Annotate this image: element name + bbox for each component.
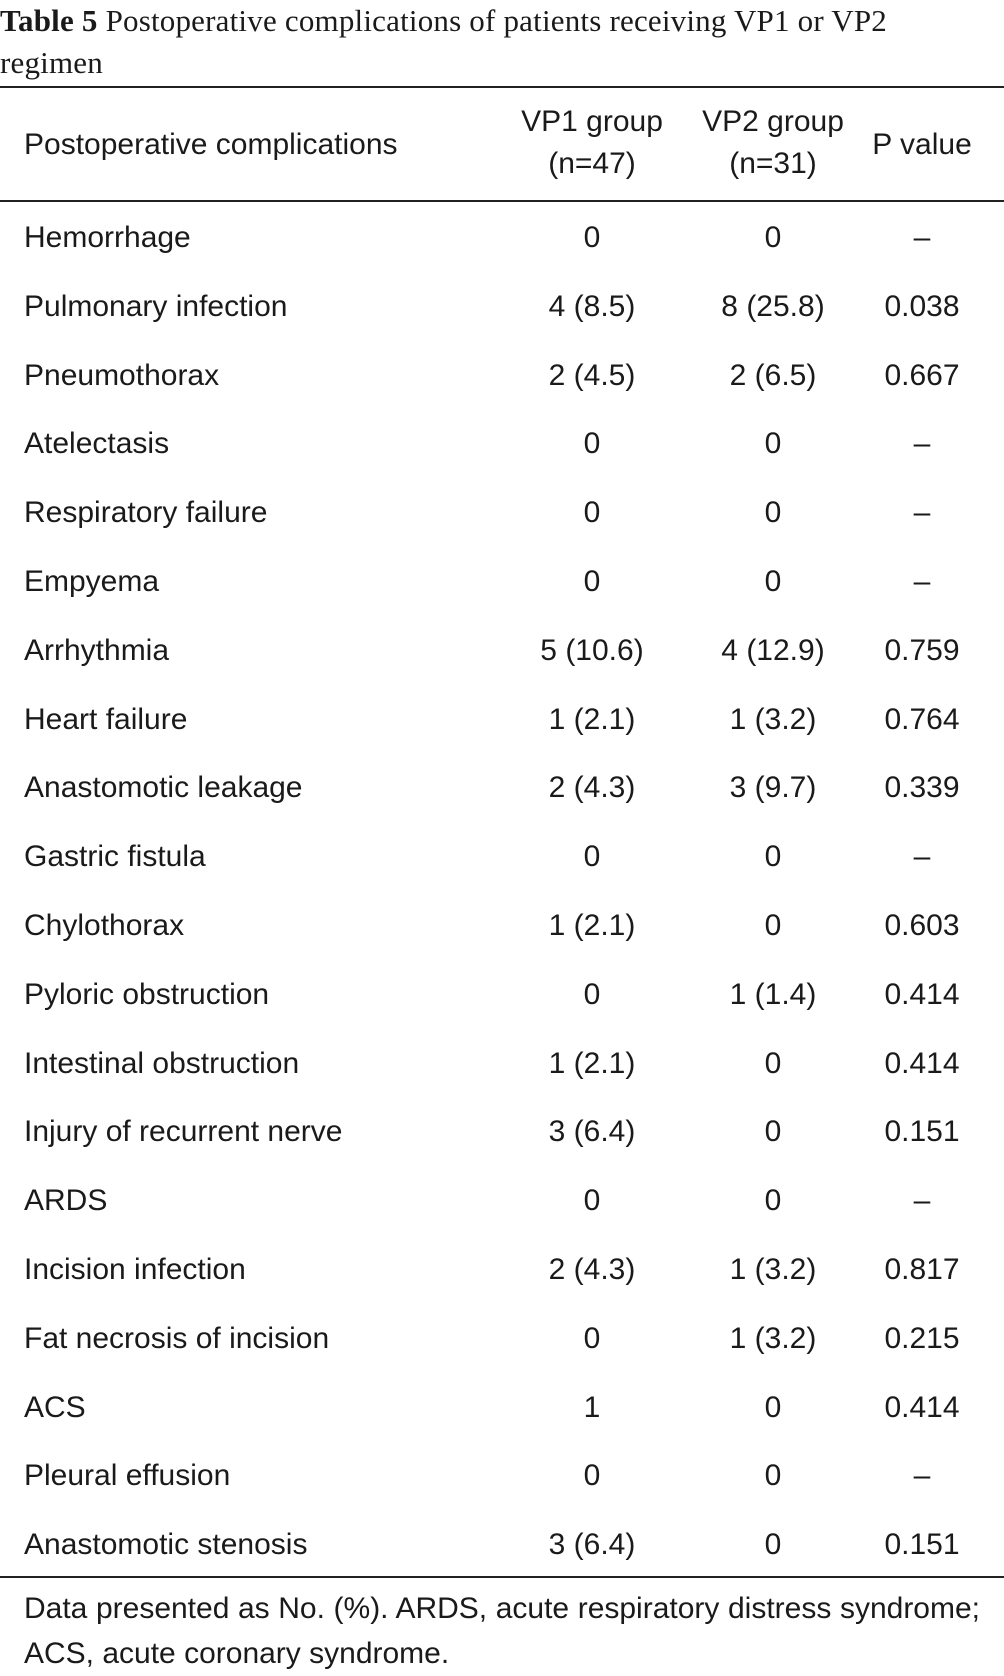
cell-vp2: 4 (12.9) xyxy=(721,633,825,667)
cell-complication: Atelectasis xyxy=(24,427,170,461)
cell-vp1: 0 xyxy=(583,565,601,598)
cell-complication: Pneumothorax xyxy=(24,358,220,392)
cell-p-value: 0.339 xyxy=(884,771,960,805)
cell-complication: Pleural effusion xyxy=(24,1459,231,1493)
cell-vp2: 1 (3.2) xyxy=(729,1321,817,1355)
table-row xyxy=(0,1373,1004,1442)
cell-p-value: 0.038 xyxy=(884,289,960,323)
cell-vp1: 1 (2.1) xyxy=(548,909,636,942)
cell-vp1: 0 xyxy=(583,977,601,1011)
cell-complication: Pyloric obstruction xyxy=(24,977,270,1011)
cell-vp2: 0 xyxy=(764,1115,782,1149)
header-vp2-count: (n=31) xyxy=(729,147,817,180)
cell-complication: Intestinal obstruction xyxy=(24,1046,300,1080)
table-row xyxy=(0,685,1004,754)
cell-vp1: 0 xyxy=(583,221,601,254)
cell-p-value: – xyxy=(913,221,931,254)
cell-p-value: 0.759 xyxy=(884,633,960,667)
cell-complication: Respiratory failure xyxy=(24,496,268,530)
cell-vp2: 0 xyxy=(764,565,782,598)
cell-p-value: 0.151 xyxy=(884,1115,960,1149)
cell-p-value: 0.414 xyxy=(884,1046,960,1080)
table-row xyxy=(0,616,1004,685)
table-bottom-rule xyxy=(0,1576,1004,1578)
cell-vp1: 3 (6.4) xyxy=(548,1528,636,1562)
cell-vp1: 0 xyxy=(583,496,601,530)
table-row xyxy=(0,822,1004,891)
cell-vp1: 0 xyxy=(583,840,601,874)
header-vp1-count: (n=47) xyxy=(548,147,636,180)
header-vp1-group xyxy=(502,101,682,185)
table-row xyxy=(0,547,1004,616)
cell-vp2: 1 (1.4) xyxy=(729,977,817,1011)
cell-vp2: 8 (25.8) xyxy=(721,289,825,323)
header-complications: Postoperative complications xyxy=(24,128,398,161)
cell-vp2: 0 xyxy=(764,909,782,942)
table-caption-text: Postoperative complications of patients receiving VP1 or VP2 regimen xyxy=(0,3,887,80)
cell-complication: ACS xyxy=(24,1390,86,1424)
cell-vp2: 0 xyxy=(764,840,782,874)
cell-vp2: 0 xyxy=(764,1459,782,1493)
table-row xyxy=(0,341,1004,410)
cell-p-value: – xyxy=(913,427,931,461)
cell-vp2: 2 (6.5) xyxy=(729,358,817,392)
table-row xyxy=(0,1166,1004,1235)
cell-vp1: 0 xyxy=(583,1321,601,1355)
cell-vp1: 1 (2.1) xyxy=(548,1046,636,1080)
table-top-rule xyxy=(0,86,1004,88)
cell-vp2: 0 xyxy=(764,1184,782,1218)
cell-complication: Anastomotic stenosis xyxy=(24,1528,308,1562)
cell-p-value: 0.414 xyxy=(884,1390,960,1424)
cell-complication: Hemorrhage xyxy=(24,221,191,254)
cell-vp1: 0 xyxy=(583,1184,601,1218)
cell-p-value: 0.817 xyxy=(884,1253,960,1286)
table-row xyxy=(0,1235,1004,1304)
cell-vp1: 0 xyxy=(583,1459,601,1493)
cell-complication: Heart failure xyxy=(24,702,188,736)
cell-complication: Gastric fistula xyxy=(24,840,206,874)
cell-p-value: – xyxy=(913,1184,931,1218)
cell-p-value: 0.667 xyxy=(884,358,960,392)
cell-p-value: 0.215 xyxy=(884,1321,960,1355)
cell-p-value: – xyxy=(913,840,931,874)
table-caption xyxy=(0,0,985,84)
cell-vp1: 2 (4.5) xyxy=(548,358,636,392)
cell-vp2: 1 (3.2) xyxy=(729,1253,817,1286)
table-row xyxy=(0,1097,1004,1166)
cell-complication: Incision infection xyxy=(24,1253,246,1286)
cell-vp1: 1 xyxy=(583,1390,601,1424)
cell-p-value: 0.603 xyxy=(884,909,960,942)
table-row xyxy=(0,960,1004,1029)
cell-vp2: 0 xyxy=(764,1528,782,1562)
cell-p-value: – xyxy=(913,1459,931,1493)
cell-complication: Injury of recurrent nerve xyxy=(24,1115,343,1149)
table-row xyxy=(0,409,1004,478)
table-header-rule xyxy=(0,200,1004,202)
table-row xyxy=(0,1029,1004,1098)
cell-complication: Fat necrosis of incision xyxy=(24,1321,330,1355)
cell-complication: Chylothorax xyxy=(24,909,185,942)
cell-vp1: 2 (4.3) xyxy=(548,771,636,805)
cell-complication: Arrhythmia xyxy=(24,633,170,667)
cell-p-value: 0.414 xyxy=(884,977,960,1011)
cell-vp2: 0 xyxy=(764,1046,782,1080)
cell-vp2: 0 xyxy=(764,1390,782,1424)
table-footnote: Data presented as No. (%). ARDS, acute respiratory distress syndrome; ACS, acute coronary syndrome. xyxy=(24,1592,980,1670)
cell-complication: Anastomotic leakage xyxy=(24,771,303,805)
cell-vp2: 0 xyxy=(764,427,782,461)
cell-vp2: 1 (3.2) xyxy=(729,702,817,736)
header-vp2-title: VP2 group xyxy=(702,105,844,138)
cell-vp1: 3 (6.4) xyxy=(548,1115,636,1149)
cell-vp1: 1 (2.1) xyxy=(548,702,636,736)
table-row xyxy=(0,753,1004,822)
cell-vp1: 5 (10.6) xyxy=(540,633,644,667)
cell-p-value: – xyxy=(913,496,931,530)
table-row xyxy=(0,1304,1004,1373)
cell-vp1: 2 (4.3) xyxy=(548,1253,636,1286)
cell-p-value: – xyxy=(913,565,931,598)
cell-vp2: 0 xyxy=(764,496,782,530)
table-row xyxy=(0,1441,1004,1510)
cell-vp1: 0 xyxy=(583,427,601,461)
table-row xyxy=(0,478,1004,547)
cell-vp2: 3 (9.7) xyxy=(729,771,817,805)
cell-p-value: 0.764 xyxy=(884,702,960,736)
table-caption-label: Table 5 xyxy=(0,3,98,38)
table-row xyxy=(0,272,1004,341)
cell-complication: ARDS xyxy=(24,1184,108,1218)
cell-complication: Pulmonary infection xyxy=(24,289,288,323)
header-vp1-title: VP1 group xyxy=(521,105,663,138)
table-row xyxy=(0,891,1004,960)
header-p-value: P value xyxy=(872,128,972,161)
cell-vp2: 0 xyxy=(764,221,782,254)
cell-complication: Empyema xyxy=(24,565,160,598)
table-row xyxy=(0,1510,1004,1579)
table-row xyxy=(0,203,1004,272)
cell-vp1: 4 (8.5) xyxy=(548,289,636,323)
cell-p-value: 0.151 xyxy=(884,1528,960,1562)
header-vp2-group xyxy=(683,101,863,185)
